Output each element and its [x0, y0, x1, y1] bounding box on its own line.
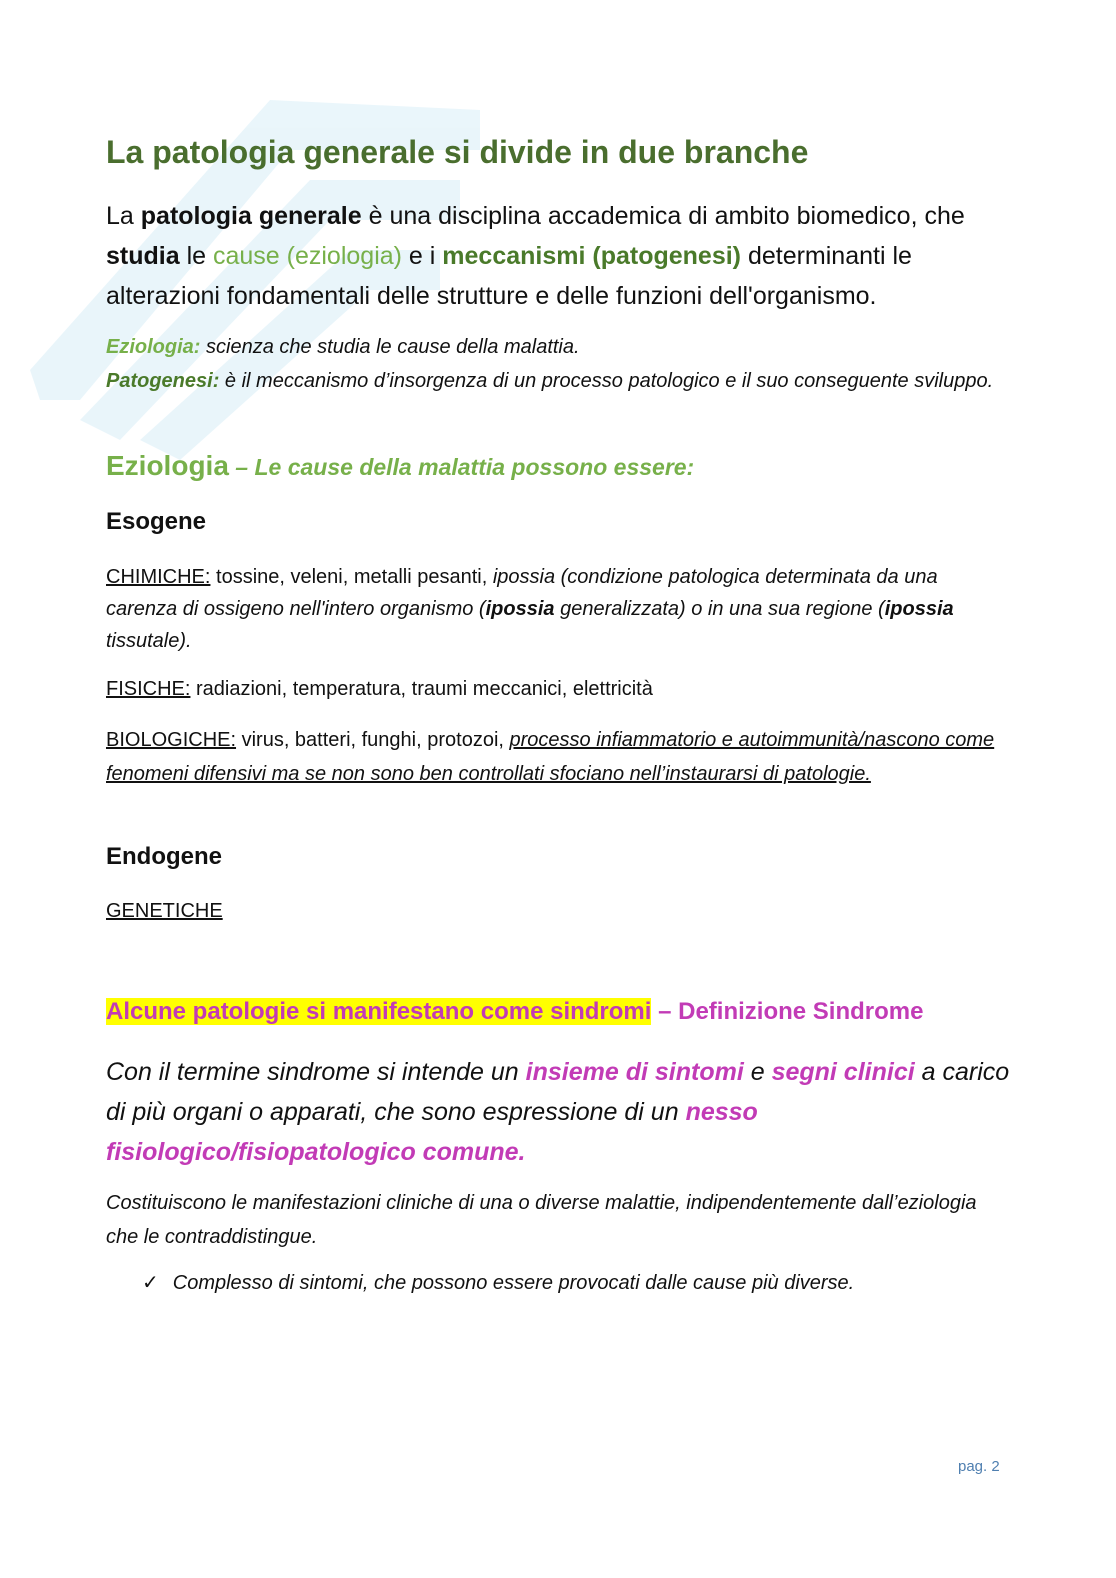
page-title: La patologia generale si divide in due branche: [106, 134, 809, 170]
page-number: pag. 2: [958, 1458, 1000, 1475]
checkmark-icon: ✓: [142, 1272, 159, 1294]
endogene-heading: Endogene: [106, 843, 223, 870]
biologiche-item: BIOLOGICHE: virus, batteri, funghi, protozoi, processo infiammatorio e autoimmunità/nascono come fenomeni difensivi ma se non sono ben controllati sfociano nell’instaurarsi di patologie.: [106, 729, 995, 785]
definitions: Eziologia: scienza che studia le cause della malattia. Patogenesi: è il meccanismo d’insorgenza di un processo patologico e il suo conseguente sviluppo.: [106, 336, 994, 392]
costituiscono-paragraph: Costituiscono le manifestazioni cliniche di una o diverse malattie, indipendentemente dall’eziologia che le contraddistingue.: [106, 1192, 977, 1248]
chimiche-item: CHIMICHE: tossine, veleni, metalli pesanti, ipossia (condizione patologica determinata da una carenza di ossigeno nell'intero organismo (ipossia generalizzata) o in una sua regione (ipossia tissutale).: [106, 566, 954, 652]
genetiche-item: GENETICHE: [106, 900, 223, 922]
eziologia-heading: Eziologia – Le cause della malattia possono essere:: [106, 450, 695, 481]
intro-paragraph: La patologia generale è una disciplina accademica di ambito biomedico, che studia le cause (eziologia) e i meccanismi (patogenesi) determinanti le alterazioni fondamentali delle strutture e delle funzioni dell'organismo.: [106, 202, 965, 310]
check-list-item: ✓ Complesso di sintomi, che possono essere provocati dalle cause più diverse.: [142, 1272, 855, 1294]
sindrome-heading: Alcune patologie si manifestano come sindromi – Definizione Sindrome: [106, 998, 924, 1025]
fisiche-item: FISICHE: radiazioni, temperatura, traumi meccanici, elettricità: [106, 678, 653, 700]
esogene-heading: Esogene: [106, 508, 207, 535]
sindrome-definition: Con il termine sindrome si intende un insieme di sintomi e segni clinici a carico di più organi o apparati, che sono espressione di un nesso fisiologico/fisiopatologico comune.: [106, 1058, 1010, 1166]
